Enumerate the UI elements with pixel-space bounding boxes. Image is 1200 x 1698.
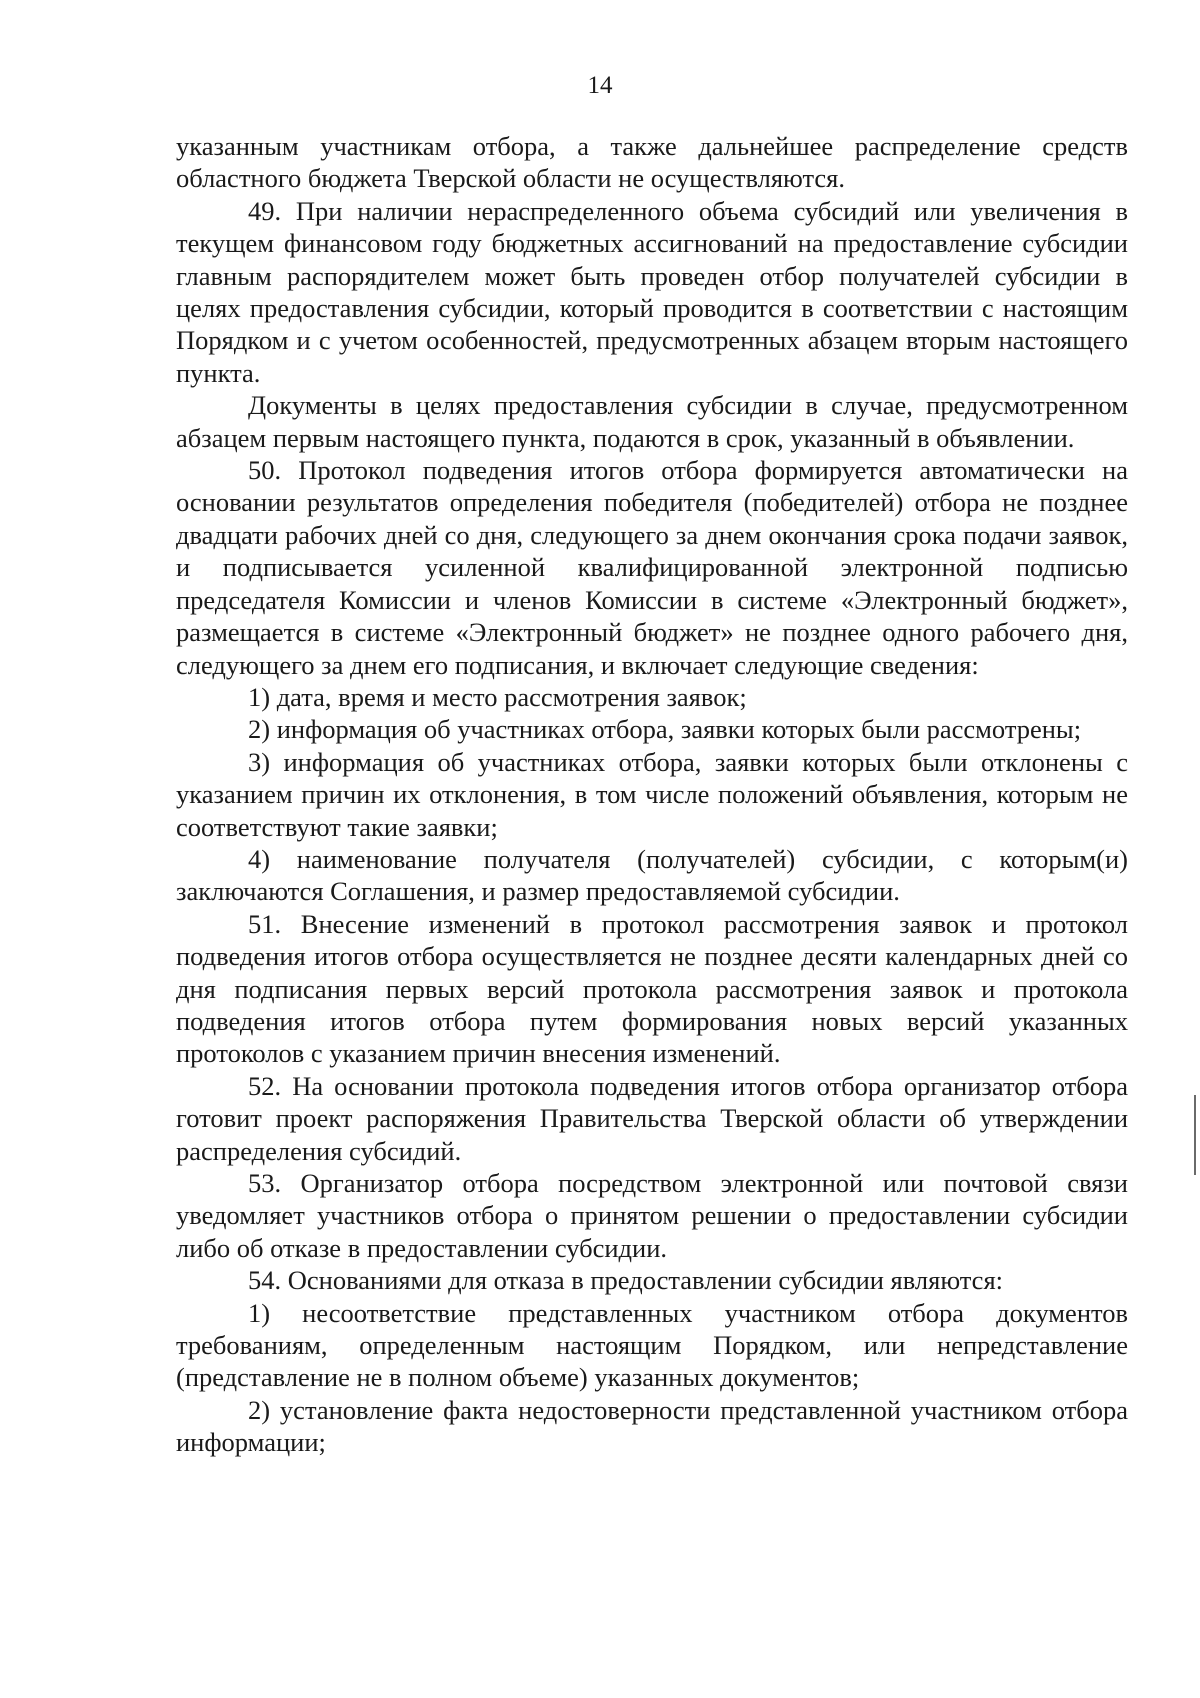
page-number: 14 bbox=[587, 72, 613, 99]
list-item-50-2: 2) информация об участниках отбора, заявки которых были рассмотрены; bbox=[248, 714, 1082, 745]
paragraph-53: 53. Организатор отбора посредством электронной или почтовой связи уведомляет участников отбора о принятом решении о предоставлении субсидии либо об отказе в предоставлении субсидии. bbox=[176, 1168, 1128, 1263]
document-body bbox=[176, 130, 1128, 1459]
paragraph-49: 49. При наличии нераспределенного объема субсидий или увеличения в текущем финансовом году бюджетных ассигнований на предоставление субсидии главным распорядителем может быть проведен отбор получателей субсидии в целях предоставления субсидии, который проводится в соответствии с настоящим Порядком и с учетом особенностей, предусмотренных абзацем вторым настоящего пункта. bbox=[176, 195, 1128, 388]
paragraph-54: 54. Основаниями для отказа в предоставлении субсидии являются: bbox=[248, 1265, 1003, 1296]
paragraph-50: 50. Протокол подведения итогов отбора формируется автоматически на основании результатов определения победителя (победителей) отбора не позднее двадцати рабочих дней со дня, следующего за днем окончания срока подачи заявок, и подписывается усиленной квалифицированной электронной подписью председателя Комиссии и членов Комиссии в системе «Электронный бюджет», размещается в системе «Электронный бюджет» не позднее одного рабочего дня, следующего за днем его подписания, и включает следующие сведения: bbox=[176, 455, 1128, 680]
list-item-50-3: 3) информация об участниках отбора, заявки которых были отклонены с указанием причин их отклонения, в том числе положений объявления, которым не соответствуют такие заявки; bbox=[176, 746, 1128, 842]
list-item-54-2: 2) установление факта недостоверности представленной участником отбора информации; bbox=[176, 1394, 1128, 1458]
paragraph-documents: Документы в целях предоставления субсидии в случае, предусмотренном абзацем первым настоящего пункта, подаются в срок, указанный в объявлении. bbox=[176, 390, 1128, 453]
list-item-50-1: 1) дата, время и место рассмотрения заявок; bbox=[248, 681, 747, 712]
paragraph-continuation: указанным участникам отбора, а также дальнейшее распределение средств областного бюджета Тверской области не осуществляются. bbox=[176, 131, 1128, 194]
list-item-50-4: 4) наименование получателя (получателей) субсидии, с которым(и) заключаются Соглашения, и размер предоставляемой субсидии. bbox=[176, 843, 1128, 907]
list-item-54-1: 1) несоответствие представленных участником отбора документов требованиям, определенным настоящим Порядком, или непредставление (представление не в полном объеме) указанных документов; bbox=[176, 1297, 1128, 1393]
paragraph-51: 51. Внесение изменений в протокол рассмотрения заявок и протокол подведения итогов отбора осуществляется не позднее десяти календарных дней со дня подписания первых версий протокола рассмотрения заявок и протокола подведения итогов отбора путем формирования новых версий указанных протоколов с указанием причин внесения изменений. bbox=[176, 908, 1128, 1069]
paragraph-52: 52. На основании протокола подведения итогов отбора организатор отбора готовит проект распоряжения Правительства Тверской области об утверждении распределения субсидий. bbox=[176, 1070, 1128, 1166]
scan-edge-mark bbox=[1194, 1095, 1196, 1175]
